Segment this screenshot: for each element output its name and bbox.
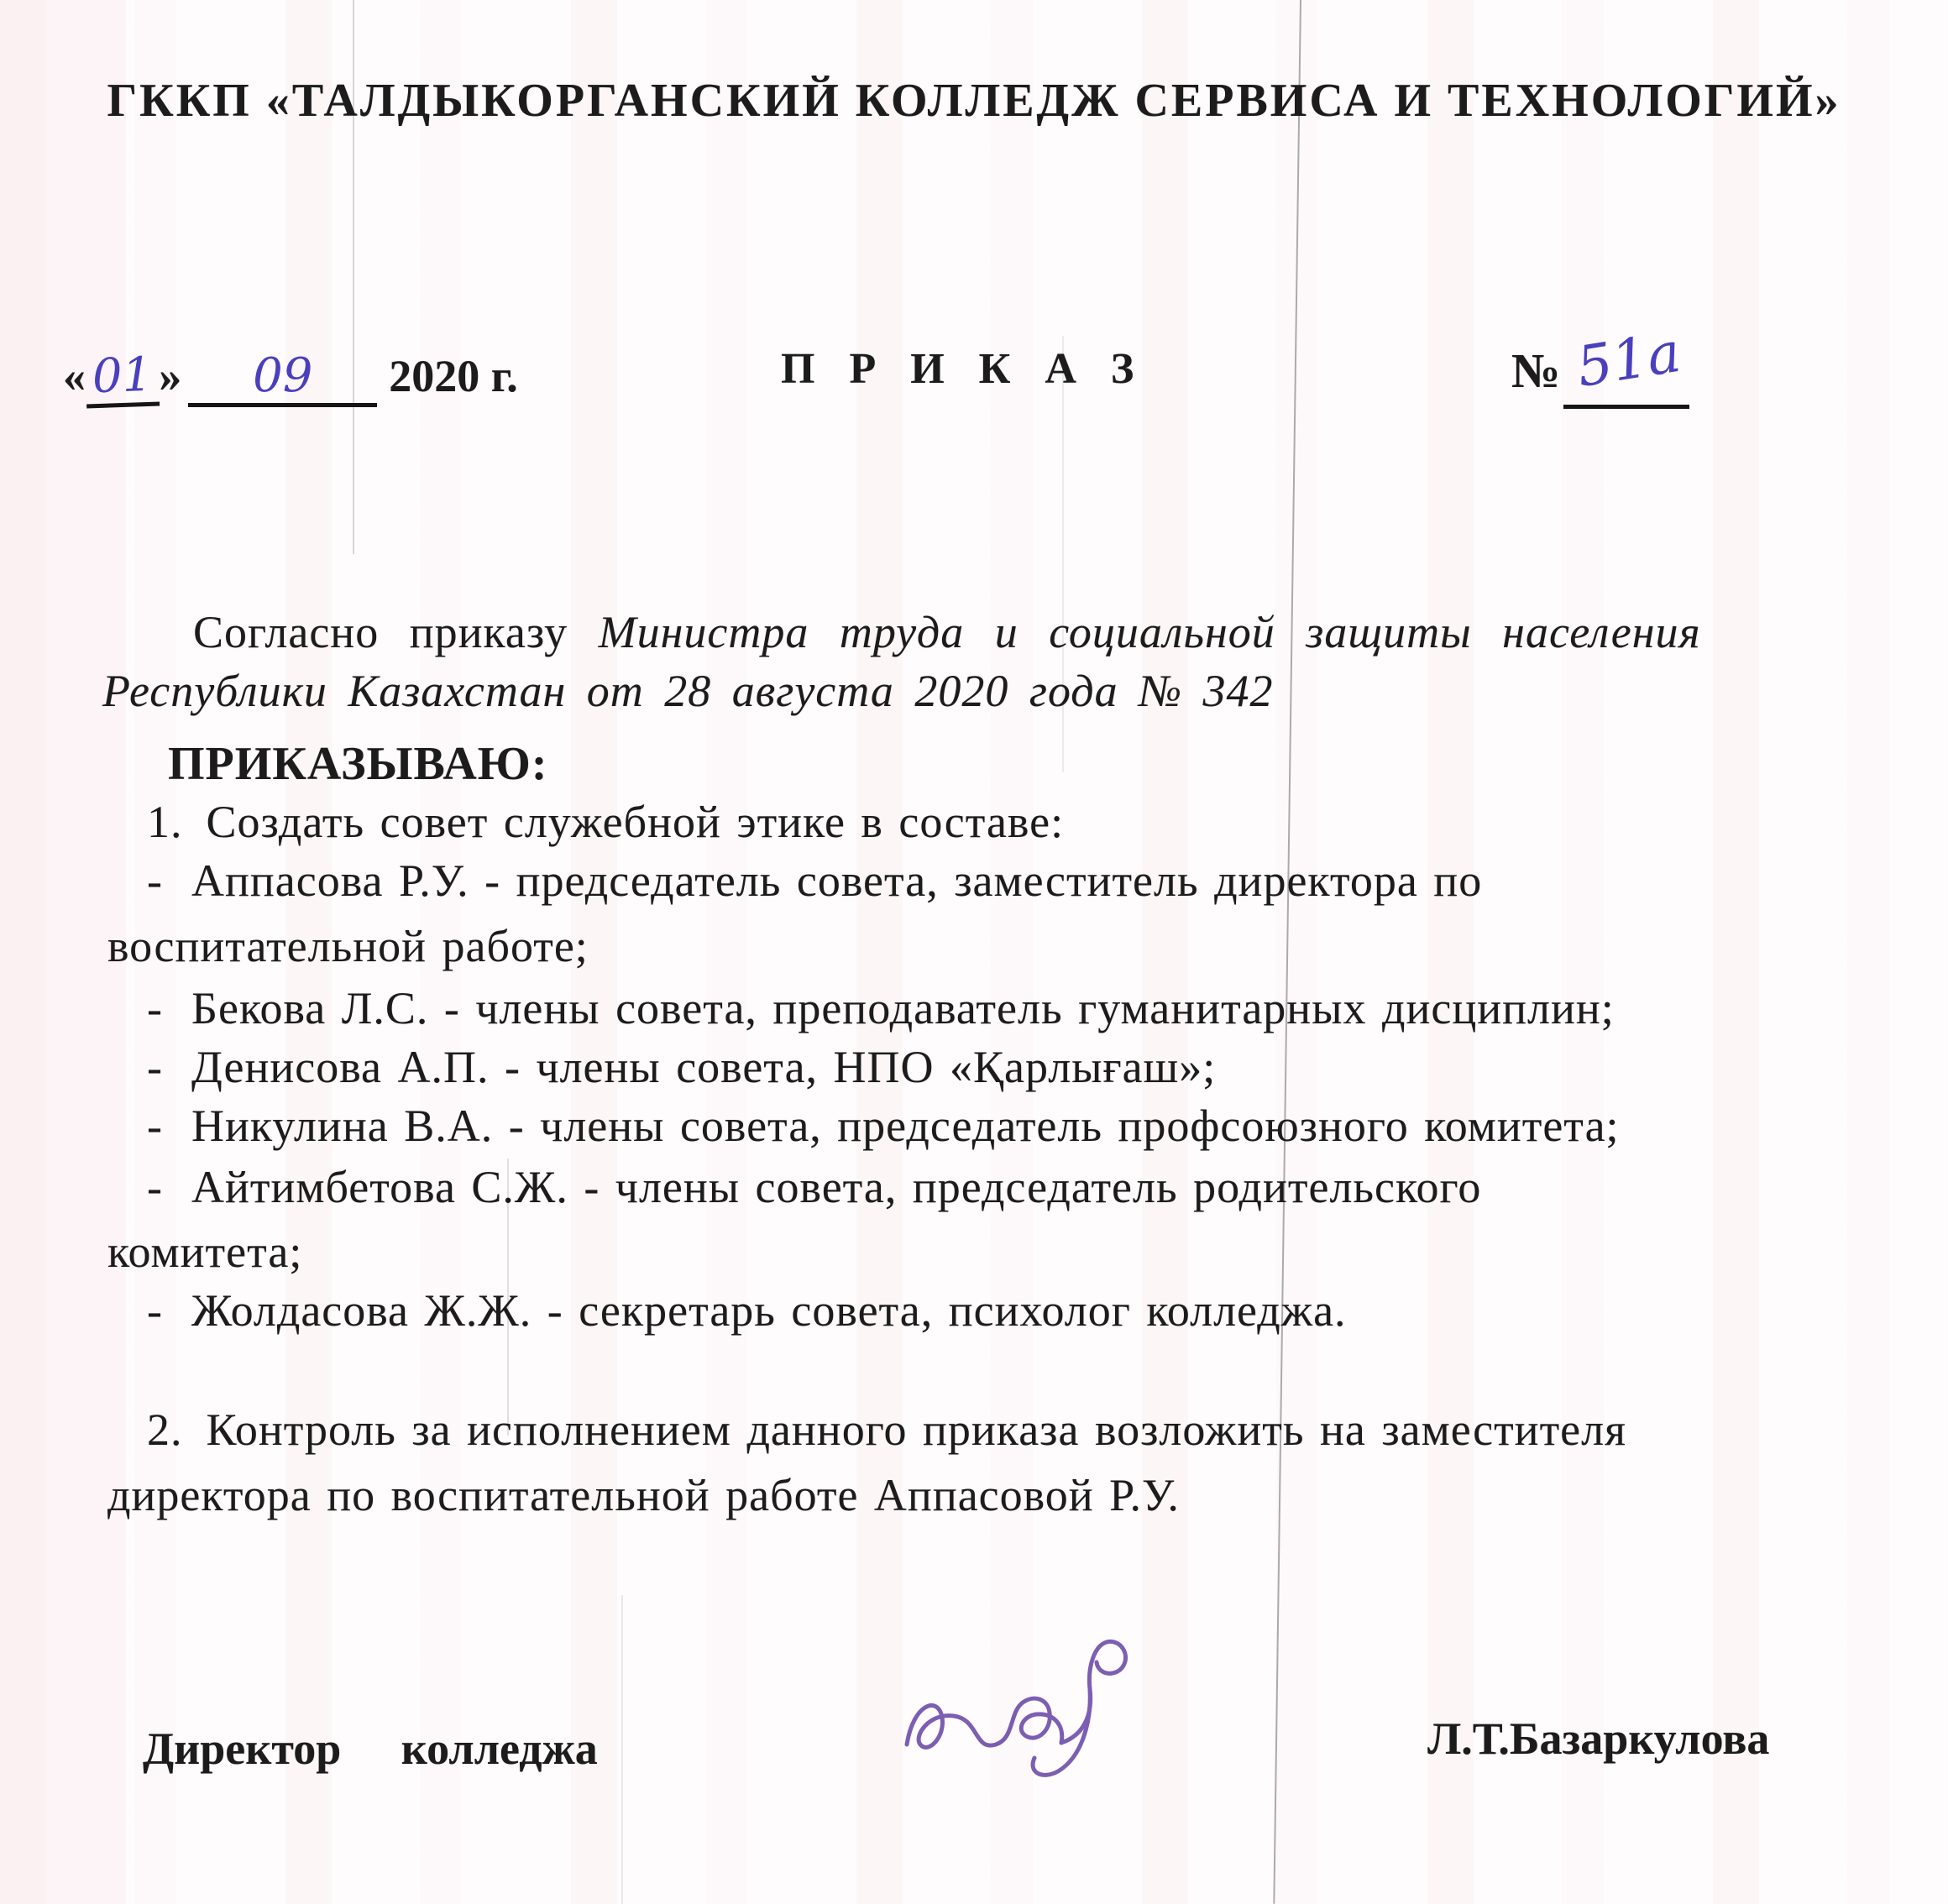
item-1-text: Создать совет служебной этике в составе: <box>206 797 1065 847</box>
member-line-nikulina <box>147 1100 1620 1152</box>
item-2-text: Контроль за исполнением данного приказа возложить на заместителя <box>206 1404 1626 1455</box>
member-text: Бекова Л.С. - члены совета, преподаватель гуманитарных дисциплин; <box>191 983 1615 1033</box>
scan-fold-line <box>621 1595 623 1904</box>
number-underline <box>1563 405 1689 409</box>
director-signature <box>890 1619 1176 1795</box>
member-line-denisova <box>147 1041 1216 1093</box>
member-line-appasova-wrap: воспитательной работе; <box>107 921 589 971</box>
item-2-line-1 <box>147 1404 1626 1456</box>
number-sign: № <box>1511 343 1561 398</box>
signer-role: Директор колледжа <box>143 1724 598 1774</box>
quote-close: » <box>159 351 182 401</box>
handwritten-day: 01 <box>85 347 160 408</box>
member-text: Аппасова Р.У. - председатель совета, заместитель директора по <box>191 855 1483 906</box>
preamble-line-1 <box>193 606 1701 658</box>
item-1-marker: 1. <box>147 797 183 847</box>
member-text: Никулина В.А. - члены совета, председатель профсоюзного комитета; <box>191 1101 1620 1151</box>
resolve-word: ПРИКАЗЫВАЮ: <box>168 738 548 790</box>
member-line-bekova <box>147 982 1615 1034</box>
date-line <box>63 348 518 407</box>
list-dash: - <box>147 983 163 1033</box>
member-line-zholdasova <box>147 1284 1347 1336</box>
handwritten-order-number: 51а <box>1572 319 1685 400</box>
member-text: Айтимбетова С.Ж. - члены совета, председатель родительского <box>191 1162 1482 1212</box>
member-line-appasova <box>147 855 1482 907</box>
quote-open: « <box>63 351 86 401</box>
preamble-line-2: Республики Казахстан от 28 августа 2020 года № 342 <box>102 666 1274 716</box>
signer-name: Л.Т.Базаркулова <box>1427 1713 1770 1764</box>
organization-header: ГККП «ТАЛДЫКОРГАНСКИЙ КОЛЛЕДЖ СЕРВИСА И ТЕХНОЛОГИЙ» <box>107 75 1841 127</box>
item-2-marker: 2. <box>147 1404 183 1455</box>
member-text: Денисова А.П. - члены совета, НПО «Қарлығаш»; <box>191 1042 1217 1092</box>
scan-fold-line <box>1273 0 1301 1904</box>
document-title: П Р И К А З <box>781 345 1146 393</box>
member-line-aitimbetova <box>147 1161 1481 1213</box>
item-2-line-2: директора по воспитательной работе Аппасовой Р.У. <box>107 1470 1180 1520</box>
list-dash: - <box>147 1101 163 1151</box>
preamble-regular-part: Согласно приказу <box>193 607 568 657</box>
item-1-line <box>147 796 1064 848</box>
list-dash: - <box>147 1042 163 1092</box>
handwritten-month: 09 <box>188 348 377 407</box>
preamble-italic-part: Министра труда и социальной защиты населения <box>598 607 1701 657</box>
member-text: Жолдасова Ж.Ж. - секретарь совета, психолог колледжа. <box>191 1285 1347 1336</box>
year-label: 2020 г. <box>389 351 518 401</box>
list-dash: - <box>147 855 163 906</box>
member-line-aitimbetova-wrap: комитета; <box>107 1227 303 1277</box>
list-dash: - <box>147 1285 163 1336</box>
list-dash: - <box>147 1162 163 1212</box>
